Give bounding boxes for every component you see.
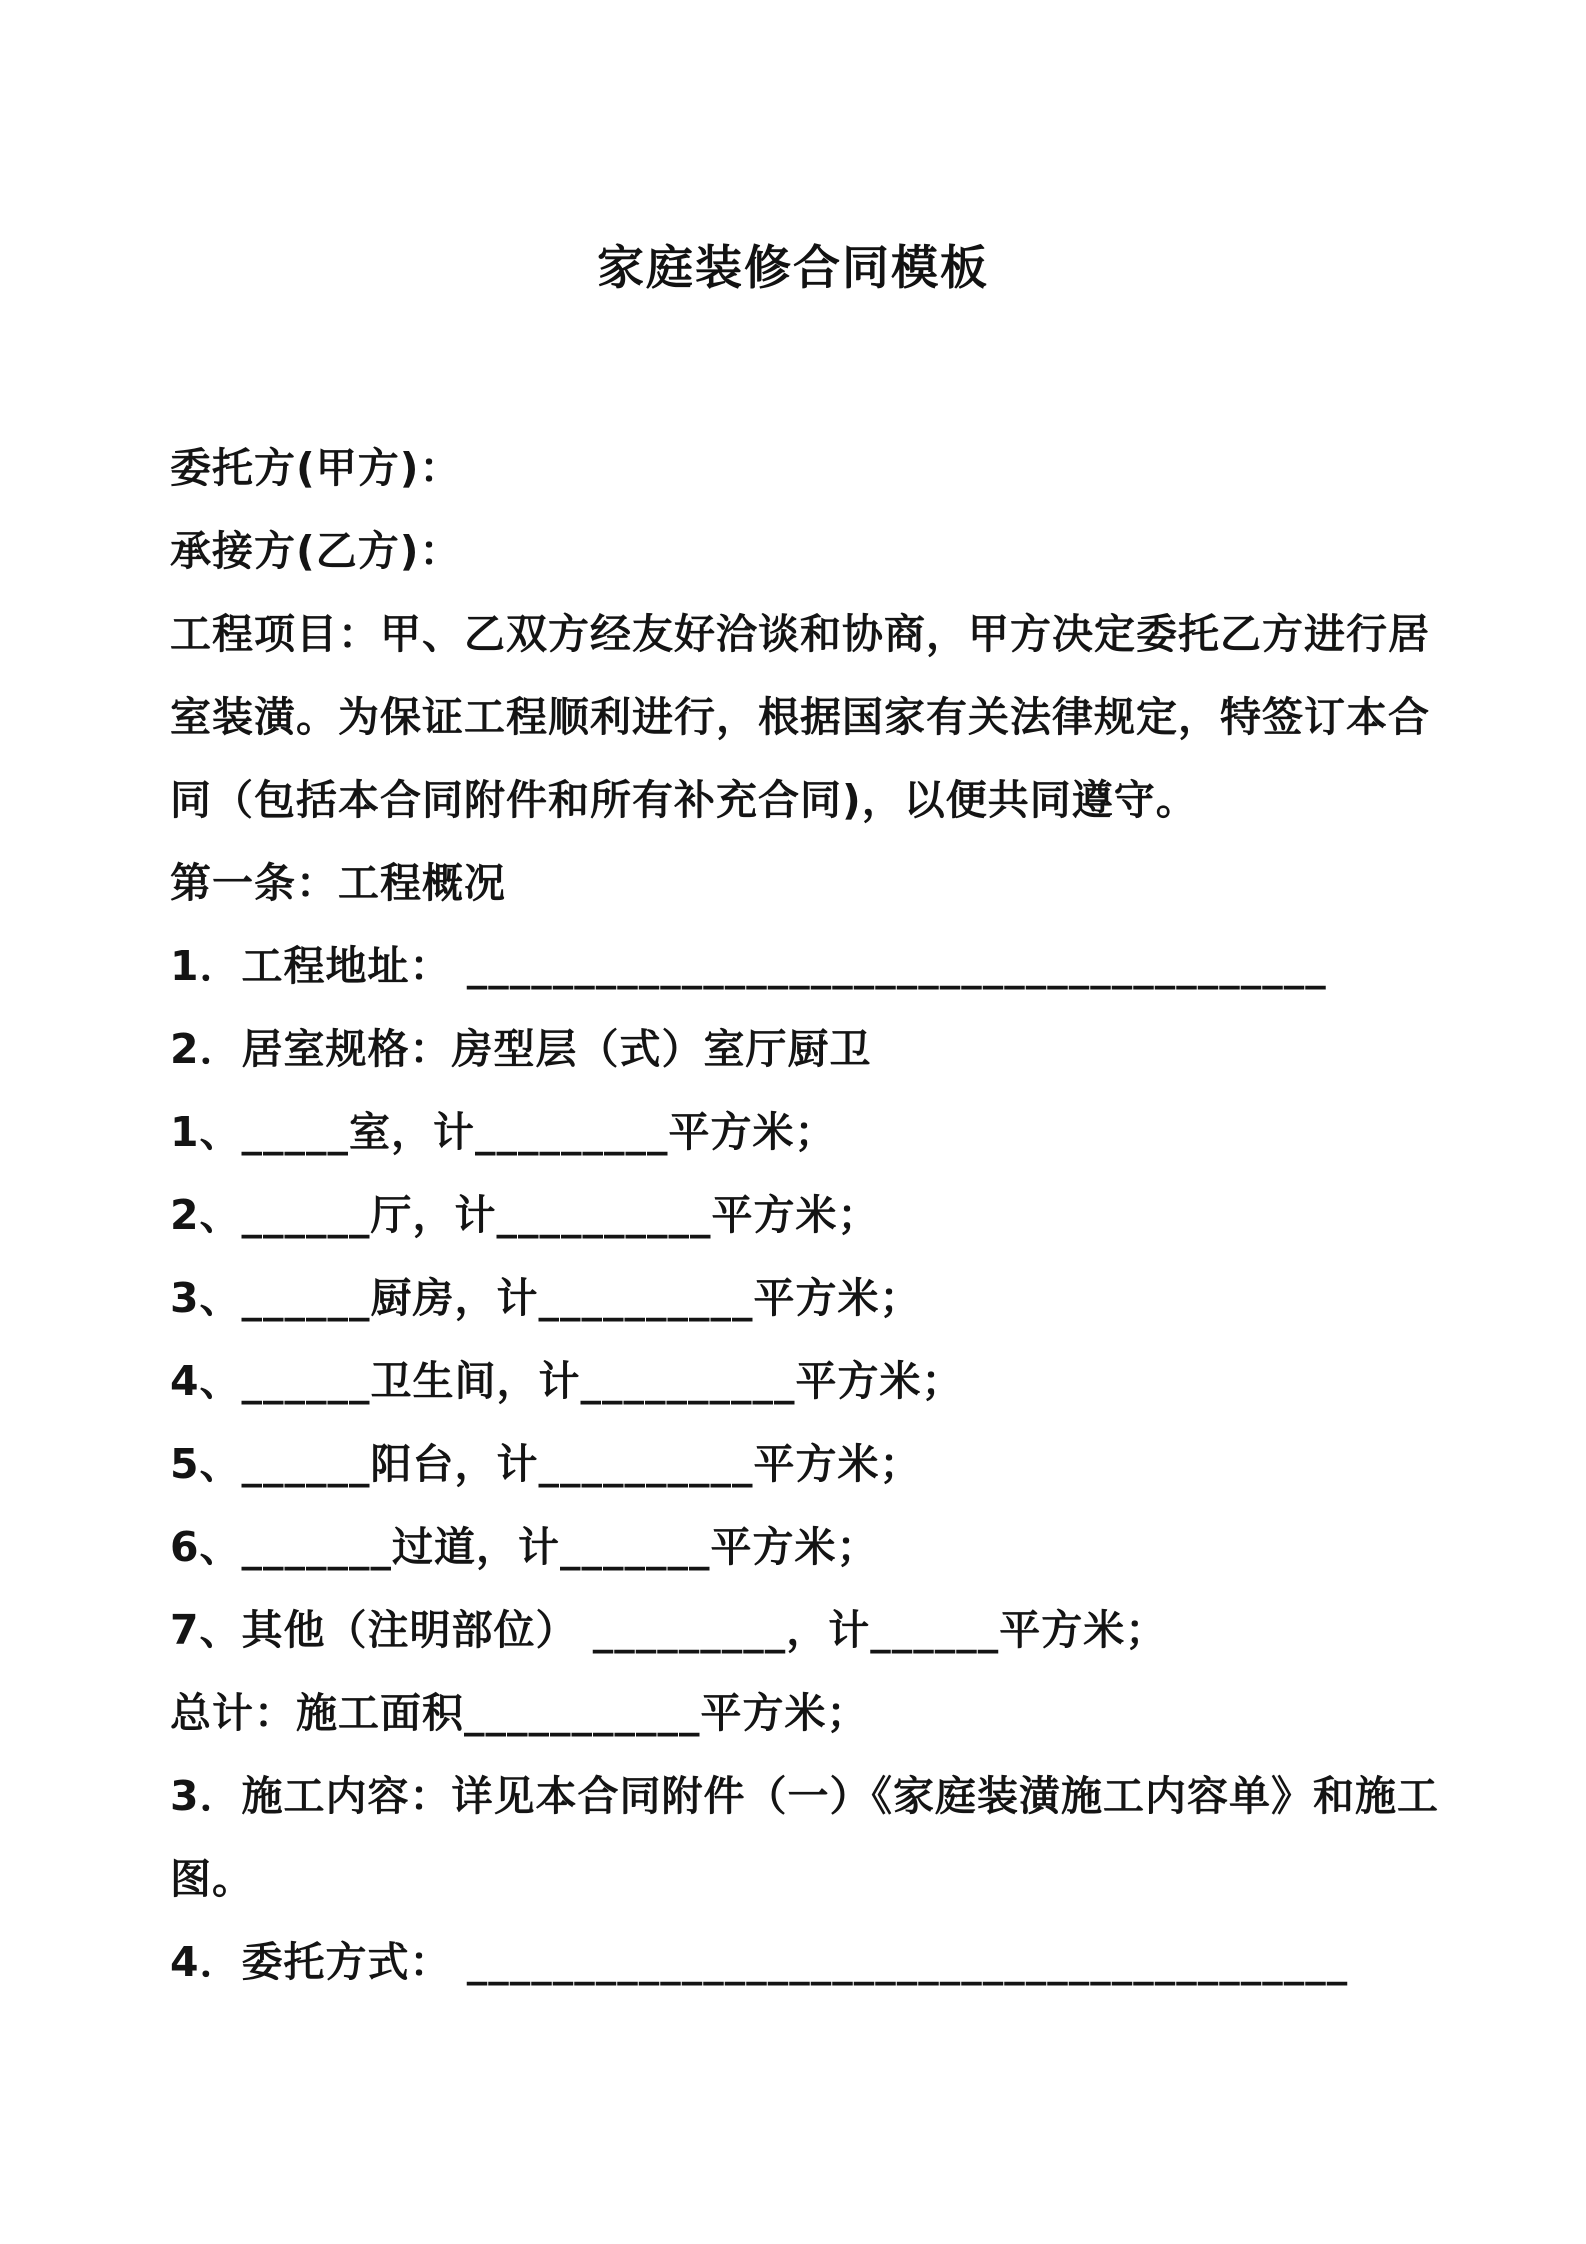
- party-b-line: 承接方(乙方)：: [170, 527, 462, 576]
- delegation-method-line: 4．委托方式： _________________________________________: [170, 1938, 1349, 1987]
- room-spec-heading-line: 2．居室规格：房型层（式）室厅厨卫: [170, 1025, 872, 1074]
- room-item-6-corridor: 6、_______过道，计_______平方米；: [170, 1523, 879, 1572]
- construction-content-line-1: 3．施工内容：详见本合同附件（一）《家庭装潢施工内容单》和施工: [170, 1772, 1440, 1821]
- room-item-1-bedroom: 1、_____室，计_________平方米；: [170, 1108, 837, 1157]
- room-item-7-other: 7、其他（注明部位） _________，计______平方米；: [170, 1606, 1168, 1655]
- room-item-2-livingroom: 2、______厅，计__________平方米；: [170, 1191, 880, 1240]
- room-item-4-bathroom: 4、______卫生间，计__________平方米；: [170, 1357, 964, 1406]
- party-a-line: 委托方(甲方)：: [170, 444, 462, 493]
- room-item-5-balcony: 5、______阳台，计__________平方米；: [170, 1440, 922, 1489]
- construction-content-line-2: 图。: [170, 1855, 254, 1904]
- project-intro-line-2: 室装潢。为保证工程顺利进行，根据国家有关法律规定，特签订本合: [170, 693, 1430, 742]
- page-title: 家庭装修合同模板: [597, 241, 989, 297]
- project-intro-line-1: 工程项目：甲、乙双方经友好洽谈和协商，甲方决定委托乙方进行居: [170, 610, 1430, 659]
- contract-body: [170, 427, 1446, 2004]
- room-item-3-kitchen: 3、______厨房，计__________平方米；: [170, 1274, 922, 1323]
- project-intro-line-3: 同（包括本合同附件和所有补充合同)，以便共同遵守。: [170, 776, 1198, 825]
- section-1-heading: 第一条：工程概况: [170, 859, 506, 908]
- total-area-line: 总计：施工面积___________平方米；: [170, 1689, 869, 1738]
- project-address-line: 1．工程地址： ________________________________________: [170, 942, 1327, 991]
